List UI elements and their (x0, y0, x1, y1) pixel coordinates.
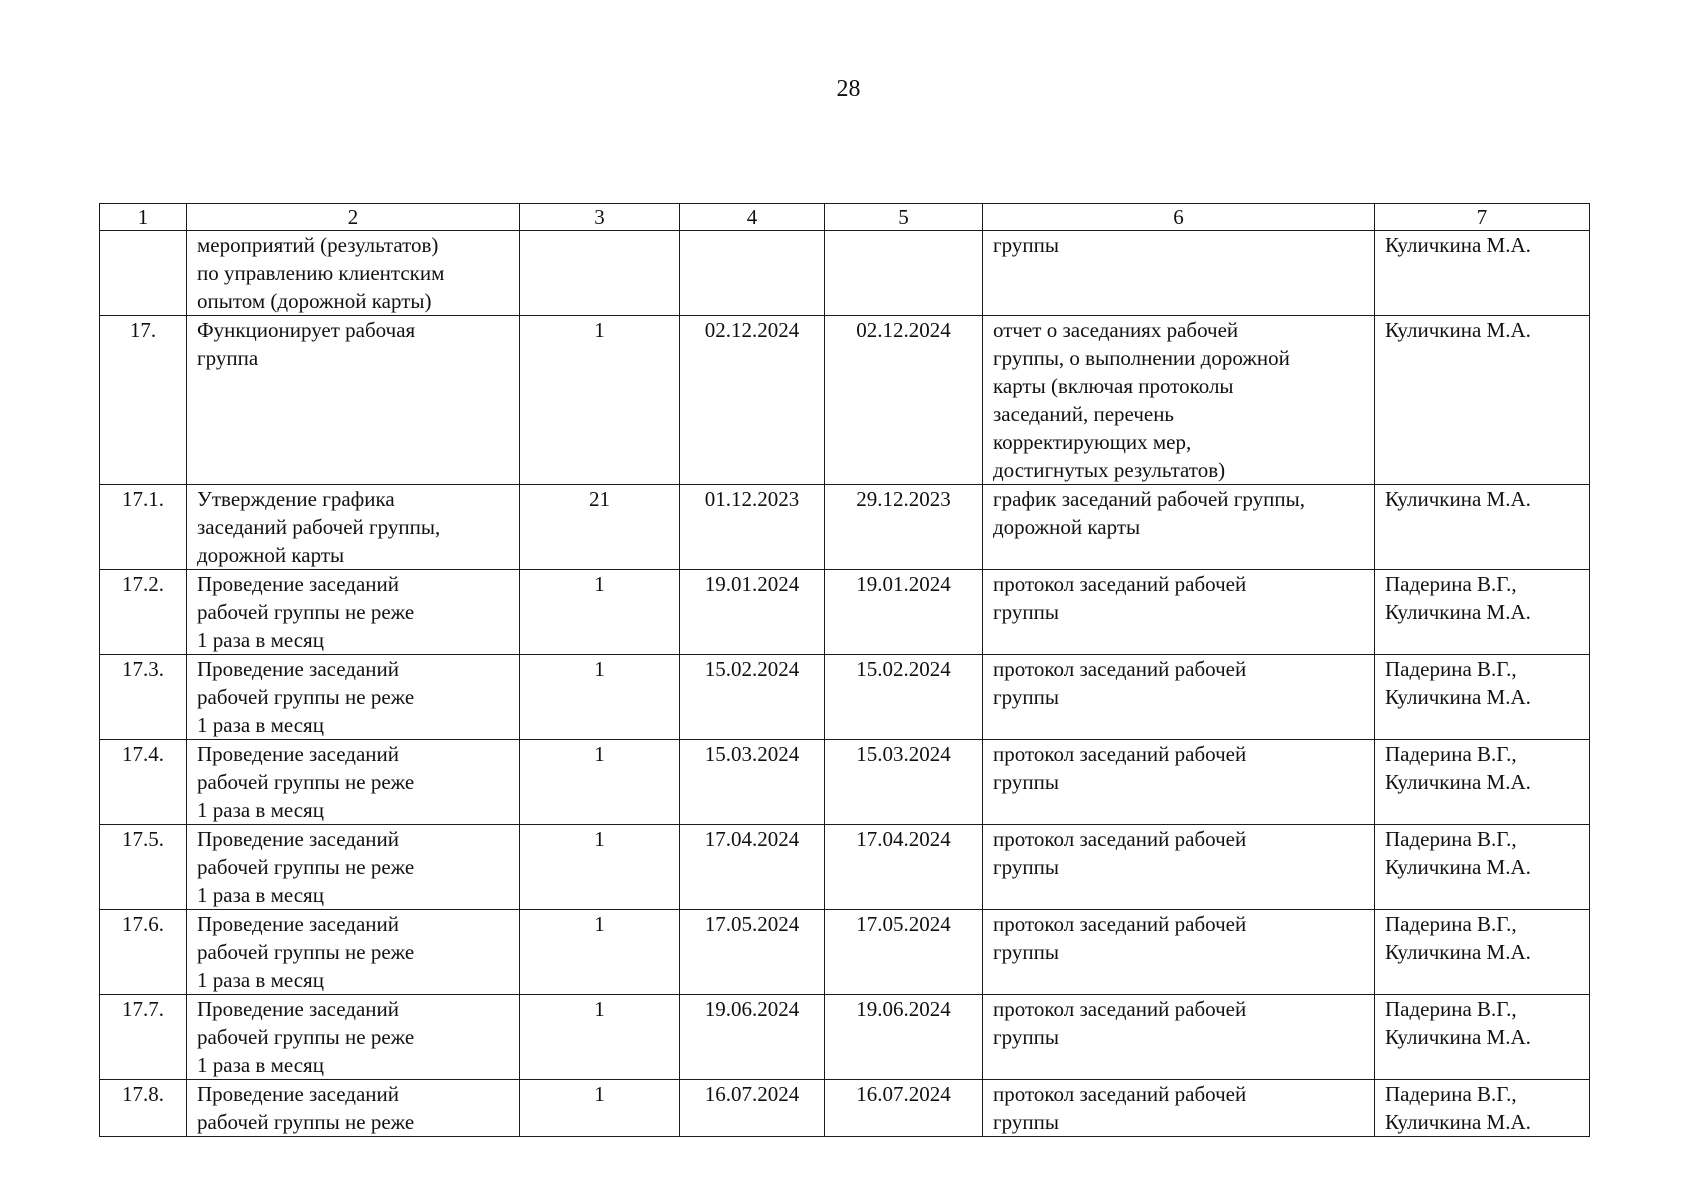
page-number: 28 (836, 76, 861, 102)
column-number-1: 1 (100, 204, 187, 231)
item-result: протокол заседаний рабочей группы (983, 740, 1375, 825)
item-responsible: Падерина В.Г., Куличкина М.А. (1375, 570, 1590, 655)
item-start-date (680, 231, 825, 316)
item-result: график заседаний рабочей группы, дорожной карты (983, 485, 1375, 570)
item-name: мероприятий (результатов) по управлению клиентским опытом (дорожной карты) (187, 231, 520, 316)
column-number-7: 7 (1375, 204, 1590, 231)
item-start-date: 19.06.2024 (680, 995, 825, 1080)
item-responsible: Падерина В.Г., Куличкина М.А. (1375, 910, 1590, 995)
item-end-date: 19.01.2024 (825, 570, 983, 655)
item-start-date: 01.12.2023 (680, 485, 825, 570)
item-number: 17.6. (100, 910, 187, 995)
item-result: протокол заседаний рабочей группы (983, 655, 1375, 740)
item-responsible: Падерина В.Г., Куличкина М.А. (1375, 1080, 1590, 1137)
table-row (100, 655, 1590, 740)
item-name: Проведение заседаний рабочей группы не реже 1 раза в месяц (187, 655, 520, 740)
item-number: 17.5. (100, 825, 187, 910)
item-name: Проведение заседаний рабочей группы не реже 1 раза в месяц (187, 740, 520, 825)
item-start-date: 17.04.2024 (680, 825, 825, 910)
item-start-date: 15.02.2024 (680, 655, 825, 740)
table-row (100, 316, 1590, 485)
item-responsible: Куличкина М.А. (1375, 316, 1590, 485)
item-name: Функционирует рабочая группа (187, 316, 520, 485)
item-quantity: 1 (520, 655, 680, 740)
item-name: Проведение заседаний рабочей группы не реже 1 раза в месяц (187, 910, 520, 995)
column-number-row (100, 204, 1590, 231)
item-end-date: 29.12.2023 (825, 485, 983, 570)
item-result: протокол заседаний рабочей группы (983, 995, 1375, 1080)
item-quantity: 1 (520, 316, 680, 485)
item-end-date: 17.05.2024 (825, 910, 983, 995)
item-result: протокол заседаний рабочей группы (983, 825, 1375, 910)
item-end-date: 15.03.2024 (825, 740, 983, 825)
item-responsible: Куличкина М.А. (1375, 231, 1590, 316)
item-end-date: 16.07.2024 (825, 1080, 983, 1137)
item-result: группы (983, 231, 1375, 316)
item-responsible: Падерина В.Г., Куличкина М.А. (1375, 655, 1590, 740)
item-start-date: 16.07.2024 (680, 1080, 825, 1137)
item-quantity: 1 (520, 740, 680, 825)
item-number: 17.2. (100, 570, 187, 655)
item-responsible: Падерина В.Г., Куличкина М.А. (1375, 995, 1590, 1080)
plan-table (99, 203, 1590, 1137)
item-name: Проведение заседаний рабочей группы не реже 1 раза в месяц (187, 995, 520, 1080)
item-result: протокол заседаний рабочей группы (983, 1080, 1375, 1137)
item-start-date: 17.05.2024 (680, 910, 825, 995)
item-responsible: Падерина В.Г., Куличкина М.А. (1375, 825, 1590, 910)
column-number-6: 6 (983, 204, 1375, 231)
item-start-date: 02.12.2024 (680, 316, 825, 485)
item-quantity: 1 (520, 825, 680, 910)
table-row (100, 825, 1590, 910)
column-number-3: 3 (520, 204, 680, 231)
item-number: 17. (100, 316, 187, 485)
table-row (100, 485, 1590, 570)
item-result: протокол заседаний рабочей группы (983, 570, 1375, 655)
item-quantity: 1 (520, 910, 680, 995)
item-quantity (520, 231, 680, 316)
item-name: Проведение заседаний рабочей группы не реже 1 раза в месяц (187, 825, 520, 910)
table-row (100, 1080, 1590, 1137)
item-quantity: 21 (520, 485, 680, 570)
item-name: Проведение заседаний рабочей группы не реже 1 раза в месяц (187, 570, 520, 655)
column-number-5: 5 (825, 204, 983, 231)
item-number (100, 231, 187, 316)
item-quantity: 1 (520, 1080, 680, 1137)
item-start-date: 15.03.2024 (680, 740, 825, 825)
item-end-date: 15.02.2024 (825, 655, 983, 740)
item-responsible: Падерина В.Г., Куличкина М.А. (1375, 740, 1590, 825)
item-quantity: 1 (520, 570, 680, 655)
item-end-date (825, 231, 983, 316)
item-number: 17.7. (100, 995, 187, 1080)
item-result: отчет о заседаниях рабочей группы, о выполнении дорожной карты (включая протоколы заседаний, перечень корректирующих мер, достигнутых результатов) (983, 316, 1375, 485)
item-start-date: 19.01.2024 (680, 570, 825, 655)
item-quantity: 1 (520, 995, 680, 1080)
item-name: Проведение заседаний рабочей группы не реже (187, 1080, 520, 1137)
table-row (100, 570, 1590, 655)
column-number-4: 4 (680, 204, 825, 231)
table-row (100, 995, 1590, 1080)
table-row (100, 231, 1590, 316)
item-responsible: Куличкина М.А. (1375, 485, 1590, 570)
item-number: 17.1. (100, 485, 187, 570)
item-number: 17.4. (100, 740, 187, 825)
item-end-date: 19.06.2024 (825, 995, 983, 1080)
item-number: 17.3. (100, 655, 187, 740)
item-result: протокол заседаний рабочей группы (983, 910, 1375, 995)
item-end-date: 02.12.2024 (825, 316, 983, 485)
column-number-2: 2 (187, 204, 520, 231)
item-end-date: 17.04.2024 (825, 825, 983, 910)
item-number: 17.8. (100, 1080, 187, 1137)
table-row (100, 740, 1590, 825)
item-name: Утверждение графика заседаний рабочей группы, дорожной карты (187, 485, 520, 570)
table-row (100, 910, 1590, 995)
